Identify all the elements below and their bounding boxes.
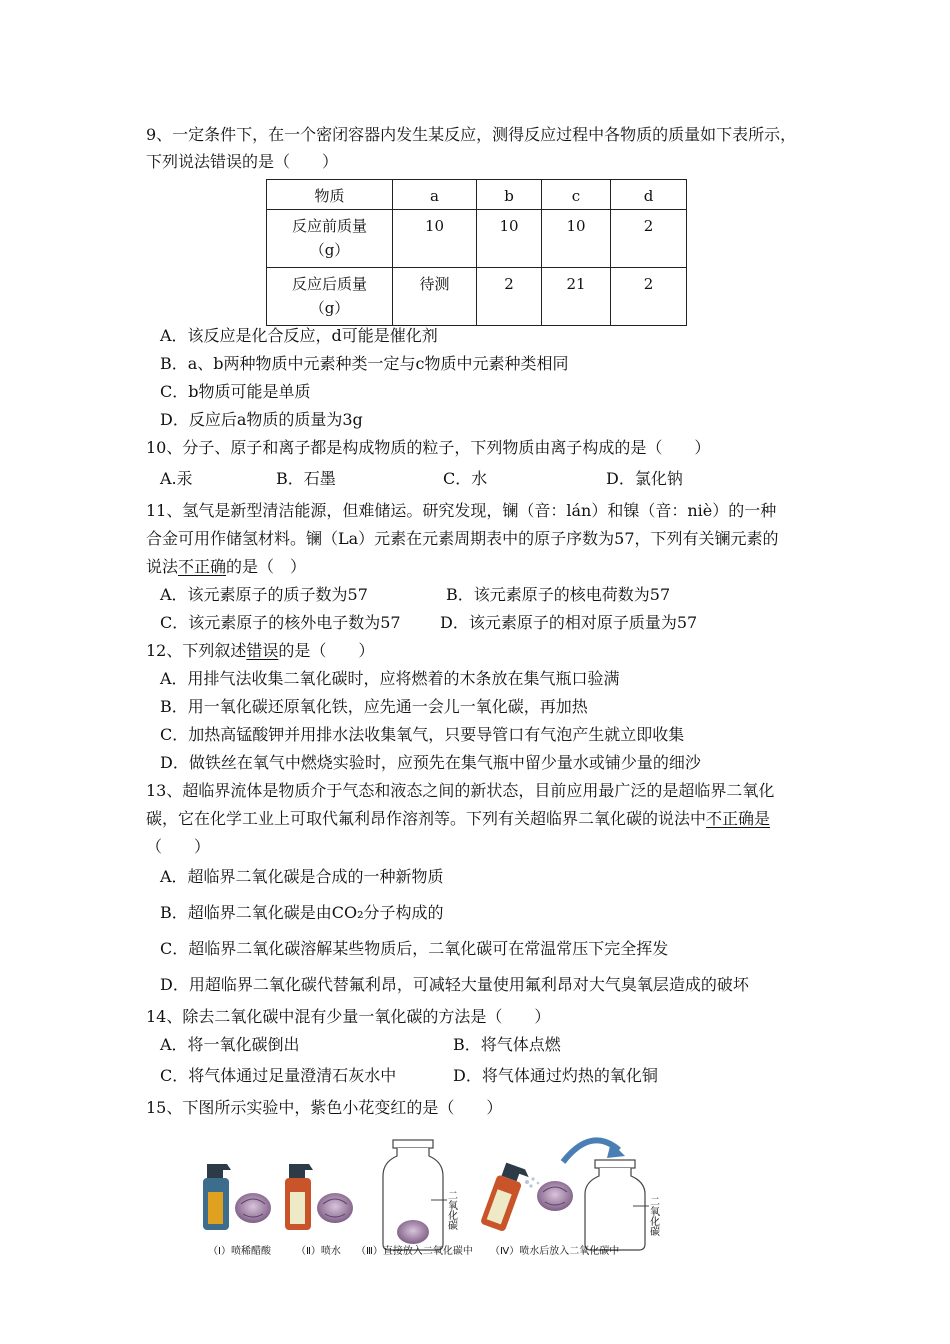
q14-option-d: D．将气体通过灼热的氧化铜 — [453, 1066, 658, 1085]
q15-stem: 15、下图所示实验中，紫色小花变红的是（ ） — [146, 1098, 503, 1117]
q13-option-c: C．超临界二氧化碳溶解某些物质后，二氧化碳可在常温常压下完全挥发 — [160, 939, 669, 958]
q11-option-d: D．该元素原子的相对原子质量为57 — [440, 613, 698, 632]
table-header-cell: b — [477, 180, 542, 210]
q12-option-d: D．做铁丝在氧气中燃烧实验时，应预先在集气瓶中留少量水或铺少量的细沙 — [160, 753, 701, 772]
q11-option-a: A．该元素原子的质子数为57 — [160, 585, 368, 604]
q9-option-a: A．该反应是化合反应，d可能是催化剂 — [160, 326, 438, 345]
q13-option-a: A．超临界二氧化碳是合成的一种新物质 — [160, 867, 444, 886]
spray-bottle-icon — [480, 1161, 531, 1233]
q9-data-table — [266, 179, 687, 326]
gas-jar-icon — [383, 1140, 447, 1250]
table-row-label — [267, 268, 393, 326]
q10-option-d: D．氯化钠 — [606, 469, 683, 488]
table-cell: 10 — [542, 210, 611, 268]
table-header-cell: a — [393, 180, 477, 210]
q13-option-d: D．用超临界二氧化碳代替氟利昂，可减轻大量使用氟利昂对大气臭氧层造成的破坏 — [160, 975, 749, 994]
q9-stem-line1: 9、一定条件下，在一个密闭容器内发生某反应，测得反应过程中各物质的质量如下表所示， — [146, 125, 797, 144]
q13-stem-text: 碳，它在化学工业上可取代氟利昂作溶剂等。下列有关超临界二氧化碳的说法中 — [146, 809, 707, 828]
q11-option-b: B．该元素原子的核电荷数为57 — [446, 585, 671, 604]
q12-emphasis: 错误 — [246, 641, 279, 660]
q11-stem-line3 — [146, 557, 306, 577]
q14-option-c: C．将气体通过足量澄清石灰水中 — [160, 1066, 397, 1085]
q14-option-b: B．将气体点燃 — [453, 1035, 561, 1054]
row-label-unit: （g） — [309, 299, 350, 317]
q10-stem: 10、分子、原子和离子都是构成物质的粒子，下列物质由离子构成的是（ ） — [146, 438, 711, 457]
figure-caption: （Ⅰ）喷稀醋酸 — [208, 1246, 271, 1257]
co2-jar-label: 二氧化碳 — [445, 1190, 457, 1230]
row-label-main: 反应后质量 — [291, 275, 367, 293]
q14-stem: 14、除去二氧化碳中混有少量一氧化碳的方法是（ ） — [146, 1007, 551, 1026]
table-cell: 待测 — [393, 268, 477, 326]
table-header-cell: c — [542, 180, 611, 210]
q12-stem — [146, 641, 374, 661]
q9-stem-line2: 下列说法错误的是（ ） — [146, 152, 339, 171]
spray-bottle-icon — [285, 1164, 313, 1230]
figure-caption: （Ⅲ）直接放入二氧化碳中 — [356, 1246, 473, 1257]
q15-experiment-figure — [193, 1130, 663, 1260]
q11-emphasis: 不正确 — [178, 557, 227, 576]
q12-option-c: C．加热高锰酸钾并用排水法收集氧气，只要导管口有气泡产生就立即收集 — [160, 725, 685, 744]
table-cell: 21 — [542, 268, 611, 326]
figure-caption: （Ⅳ）喷水后放入二氧化碳中 — [490, 1246, 620, 1257]
table-cell: 10 — [393, 210, 477, 268]
q12-stem-text: 12、下列叙述 — [146, 641, 247, 660]
table-cell: 2 — [611, 268, 687, 326]
q12-stem-text: 的是（ ） — [278, 641, 375, 660]
table-cell: 2 — [611, 210, 687, 268]
row-label-main: 反应前质量 — [291, 217, 367, 235]
q13-stem-line2 — [146, 809, 770, 829]
q11-stem-text: 的是（ ） — [226, 557, 307, 576]
curved-arrow-icon — [563, 1140, 625, 1162]
q9-option-c: C．b物质可能是单质 — [160, 382, 311, 401]
table-header-cell: d — [611, 180, 687, 210]
purple-flower-icon — [537, 1181, 573, 1211]
water-mist-icon — [525, 1177, 539, 1187]
gas-jar-icon — [585, 1160, 649, 1250]
q9-option-b: B．a、b两种物质中元素种类一定与c物质中元素种类相同 — [160, 354, 569, 373]
purple-flower-icon — [235, 1193, 271, 1223]
q10-option-c: C．水 — [443, 469, 488, 488]
table-cell: 10 — [477, 210, 542, 268]
q11-stem-line1: 11、氢气是新型清洁能源，但难储运。研究发现，镧（音：lán）和镍（音：niè）的一种 — [146, 501, 777, 520]
q11-stem-text: 说法 — [146, 557, 179, 576]
q13-stem-line1: 13、超临界流体是物质介于气态和液态之间的新状态，目前应用最广泛的是超临界二氧化 — [146, 781, 775, 800]
table-header-cell: 物质 — [267, 180, 393, 210]
figure-caption: （Ⅱ）喷水 — [296, 1246, 341, 1257]
spray-bottle-icon — [203, 1164, 231, 1230]
co2-jar-label: 二氧化碳 — [647, 1196, 659, 1236]
purple-flower-icon — [317, 1193, 353, 1223]
row-label-unit: （g） — [309, 241, 350, 259]
q10-option-a: A.汞 — [160, 469, 193, 488]
table-cell: 2 — [477, 268, 542, 326]
q12-option-b: B．用一氧化碳还原氧化铁，应先通一会儿一氧化碳，再加热 — [160, 697, 588, 716]
q12-option-a: A．用排气法收集二氧化碳时，应将燃着的木条放在集气瓶口验满 — [160, 669, 620, 688]
table-row-label — [267, 210, 393, 268]
q9-option-d: D．反应后a物质的质量为3g — [160, 410, 363, 429]
q11-stem-line2: 合金可用作储氢材料。镧（La）元素在元素周期表中的原子序数为57，下列有关镧元素的 — [146, 529, 779, 548]
q13-stem-line3: （ ） — [146, 837, 211, 856]
q11-option-c: C．该元素原子的核外电子数为57 — [160, 613, 401, 632]
q13-emphasis: 不正确是 — [706, 809, 771, 828]
q13-option-b: B．超临界二氧化碳是由CO₂分子构成的 — [160, 903, 444, 922]
q10-option-b: B．石墨 — [276, 469, 336, 488]
q14-option-a: A．将一氧化碳倒出 — [160, 1035, 300, 1054]
